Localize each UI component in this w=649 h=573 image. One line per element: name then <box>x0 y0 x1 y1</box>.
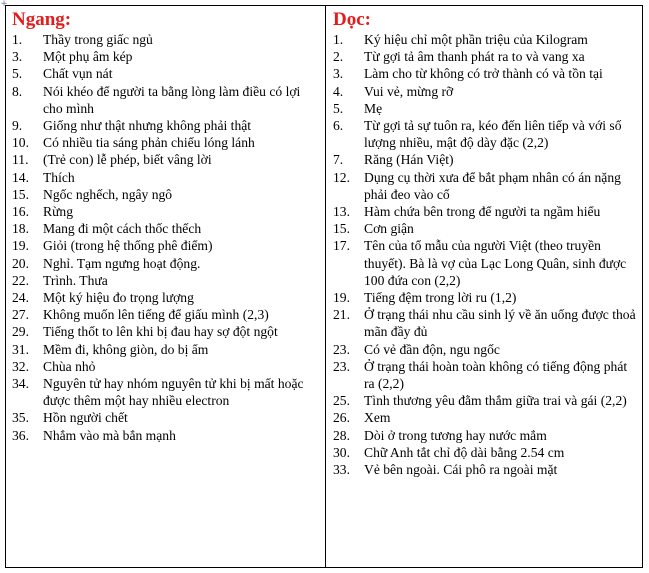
ngang-clue <box>12 169 321 186</box>
clue-text: Có vẻ đần độn, ngu ngốc <box>364 341 500 357</box>
clue-number: 35. <box>12 410 29 426</box>
clue-number: 26. <box>333 410 350 426</box>
clue-number: 36. <box>12 427 29 443</box>
ngang-clue <box>12 255 321 272</box>
clue-text: Tiếng đệm trong lời ru (1,2) <box>364 290 517 306</box>
clue-number: 28. <box>333 427 350 443</box>
ngang-clue <box>12 65 321 82</box>
clue-text: Giống như thật nhưng không phải thật <box>43 118 252 134</box>
ngang-clue <box>12 203 321 220</box>
clue-text: Chất vụn nát <box>43 66 113 82</box>
doc-clue <box>333 169 638 203</box>
doc-clue <box>333 392 638 409</box>
clue-text: Nói khéo để người ta bằng lòng làm điều có lợi cho mình <box>43 83 301 116</box>
ngang-column <box>6 6 326 567</box>
doc-clue <box>333 409 638 426</box>
clue-number: 24. <box>12 290 29 306</box>
clue-text: Rừng <box>43 204 74 220</box>
clue-text: Răng (Hán Việt) <box>364 152 454 168</box>
ngang-clue <box>12 306 321 323</box>
ngang-heading: Ngang: <box>12 9 72 30</box>
clue-text: Ở trạng thái hoàn toàn không có tiếng động phát ra (2,2) <box>364 358 628 392</box>
ngang-clue <box>12 134 321 151</box>
clue-text: Vẻ bên ngoài. Cái phô ra ngoài mặt <box>364 462 558 478</box>
doc-clue <box>333 220 638 237</box>
move-handle-icon[interactable]: + <box>0 0 8 9</box>
clue-text: Nghỉ. Tạm ngưng hoạt động. <box>43 255 201 271</box>
clue-number: 7. <box>333 152 344 168</box>
clue-text: Chùa nhỏ <box>43 358 96 374</box>
doc-clue <box>333 237 638 289</box>
clue-number: 5. <box>12 66 23 82</box>
clue-number: 31. <box>12 341 29 357</box>
clue-text: Tên của tổ mẫu của người Việt (theo truyền thuyết). Bà là vợ của Lạc Long Quân, sinh được 100 đứa con (2,2) <box>364 238 627 288</box>
ngang-clue <box>12 427 321 444</box>
clue-number: 21. <box>333 307 350 323</box>
clue-text: Thầy trong giấc ngủ <box>43 32 153 47</box>
clue-text: Một phụ âm kép <box>43 49 133 65</box>
clue-number: 27. <box>12 307 29 323</box>
ngang-clue <box>12 272 321 289</box>
clue-number: 30. <box>333 444 350 460</box>
ngang-clue <box>12 151 321 168</box>
doc-clue <box>333 48 638 65</box>
clue-number: 15. <box>12 186 29 202</box>
clue-text: Không muốn lên tiếng để giấu mình (2,3) <box>43 307 269 323</box>
clue-number: 16. <box>12 204 29 220</box>
clue-text: Mang đi một cách thốc thếch <box>43 221 202 237</box>
clue-text: Xem <box>364 410 391 426</box>
clue-number: 32. <box>12 358 29 374</box>
clue-number: 9. <box>12 118 23 134</box>
clue-text: Vui vẻ, mừng rỡ <box>364 83 454 99</box>
crossword-clues-table <box>5 5 643 568</box>
doc-clue <box>333 306 638 340</box>
clue-text: Thích <box>43 169 75 185</box>
clue-number: 18. <box>12 221 29 237</box>
doc-clue <box>333 83 638 100</box>
doc-clue <box>333 100 638 117</box>
clue-number: 20. <box>12 255 29 271</box>
clue-number: 6. <box>333 118 344 134</box>
ngang-clue <box>12 341 321 358</box>
doc-heading: Dọc: <box>333 9 371 30</box>
ngang-clue <box>12 220 321 237</box>
clue-text: Hồn người chết <box>43 410 128 426</box>
ngang-clue <box>12 186 321 203</box>
clue-number: 15. <box>333 221 350 237</box>
clue-number: 23. <box>333 341 350 357</box>
clue-text: Nguyên tử hay nhóm nguyên tử khi bị mất hoặc được thêm một hay nhiều electron <box>43 376 304 409</box>
clue-text: (Trẻ con) lễ phép, biết vâng lời <box>43 152 212 168</box>
doc-clue <box>333 31 638 48</box>
clue-text: Ở trạng thái nhu cầu sinh lý về ăn uống được thoả mãn đầy đủ <box>364 307 636 340</box>
clue-text: Chữ Anh tắt chỉ độ dài bằng 2.54 cm <box>364 444 565 460</box>
clue-text: Từ gợi tả sự tuôn ra, kéo đến liên tiếp và với số lượng nhiều, mật độ dày đặc (2,2) <box>364 118 622 151</box>
clue-text: Mềm đi, không giòn, do bị ẩm <box>43 341 209 357</box>
ngang-clue <box>12 48 321 65</box>
doc-clue <box>333 444 638 461</box>
doc-clue <box>333 203 638 220</box>
clue-text: Trình. Thưa <box>43 272 108 288</box>
doc-clue <box>333 289 638 306</box>
ngang-clue <box>12 237 321 254</box>
clue-number: 19. <box>12 238 29 254</box>
clue-text: Giỏi (trong hệ thống phê điểm) <box>43 238 213 254</box>
ngang-clue <box>12 31 321 48</box>
ngang-clue <box>12 83 321 117</box>
clue-text: Tiếng thốt to lên khi bị đau hay sợ đột ngột <box>43 324 278 340</box>
doc-clue <box>333 341 638 358</box>
ngang-clue-list <box>12 31 321 444</box>
ngang-clue <box>12 375 321 409</box>
clue-number: 11. <box>12 152 29 168</box>
doc-column <box>326 6 642 567</box>
clue-text: Dòi ở trong tương hay nước mắm <box>364 427 547 443</box>
doc-clue <box>333 427 638 444</box>
clue-text: Làm cho từ không có trở thành có và tồn tại <box>364 66 603 82</box>
clue-number: 8. <box>12 83 23 99</box>
clue-text: Cơn giận <box>364 221 414 237</box>
clue-number: 4. <box>333 83 344 99</box>
ngang-clue <box>12 289 321 306</box>
doc-clue <box>333 151 638 168</box>
clue-number: 19. <box>333 290 350 306</box>
clue-number: 23. <box>333 358 350 374</box>
clue-text: Tình thương yêu đằm thắm giữa trai và gái (2,2) <box>364 393 627 409</box>
clue-text: Hàm chứa bên trong để người ta ngầm hiểu <box>364 204 601 220</box>
clue-number: 10. <box>12 135 29 151</box>
clue-number: 17. <box>333 238 350 254</box>
doc-clue <box>333 117 638 151</box>
clue-number: 14. <box>12 169 29 185</box>
clue-number: 33. <box>333 462 350 478</box>
clue-text: Mẹ <box>364 100 383 116</box>
clue-number: 5. <box>333 100 344 116</box>
clue-number: 29. <box>12 324 29 340</box>
clue-text: Dụng cụ thời xưa để bắt phạm nhân có án nặng phải đeo vào cổ <box>364 169 621 202</box>
doc-clue <box>333 358 638 392</box>
clue-number: 13. <box>333 204 350 220</box>
clue-text: Nhắm vào mà bắn mạnh <box>43 427 176 443</box>
clue-number: 25. <box>333 393 350 409</box>
clue-number: 12. <box>333 169 350 185</box>
clue-number: 2. <box>333 49 344 65</box>
clue-number: 1. <box>12 32 23 47</box>
clue-text: Ký hiệu chỉ một phần triệu của Kilogram <box>364 32 588 47</box>
clue-text: Ngốc nghếch, ngây ngô <box>43 186 173 202</box>
clue-number: 22. <box>12 272 29 288</box>
clue-text: Từ gợi tả âm thanh phát ra to và vang xa <box>364 49 585 65</box>
ngang-clue <box>12 358 321 375</box>
clue-number: 3. <box>333 66 344 82</box>
clue-text: Một ký hiệu đo trọng lượng <box>43 290 194 306</box>
clue-text: Có nhiều tia sáng phản chiếu lóng lánh <box>43 135 255 151</box>
doc-clue-list <box>333 31 638 478</box>
ngang-clue <box>12 323 321 340</box>
clue-number: 34. <box>12 376 29 392</box>
doc-clue <box>333 65 638 82</box>
ngang-clue <box>12 409 321 426</box>
clue-number: 3. <box>12 49 23 65</box>
ngang-clue <box>12 117 321 134</box>
doc-clue <box>333 461 638 478</box>
clue-number: 1. <box>333 32 344 47</box>
